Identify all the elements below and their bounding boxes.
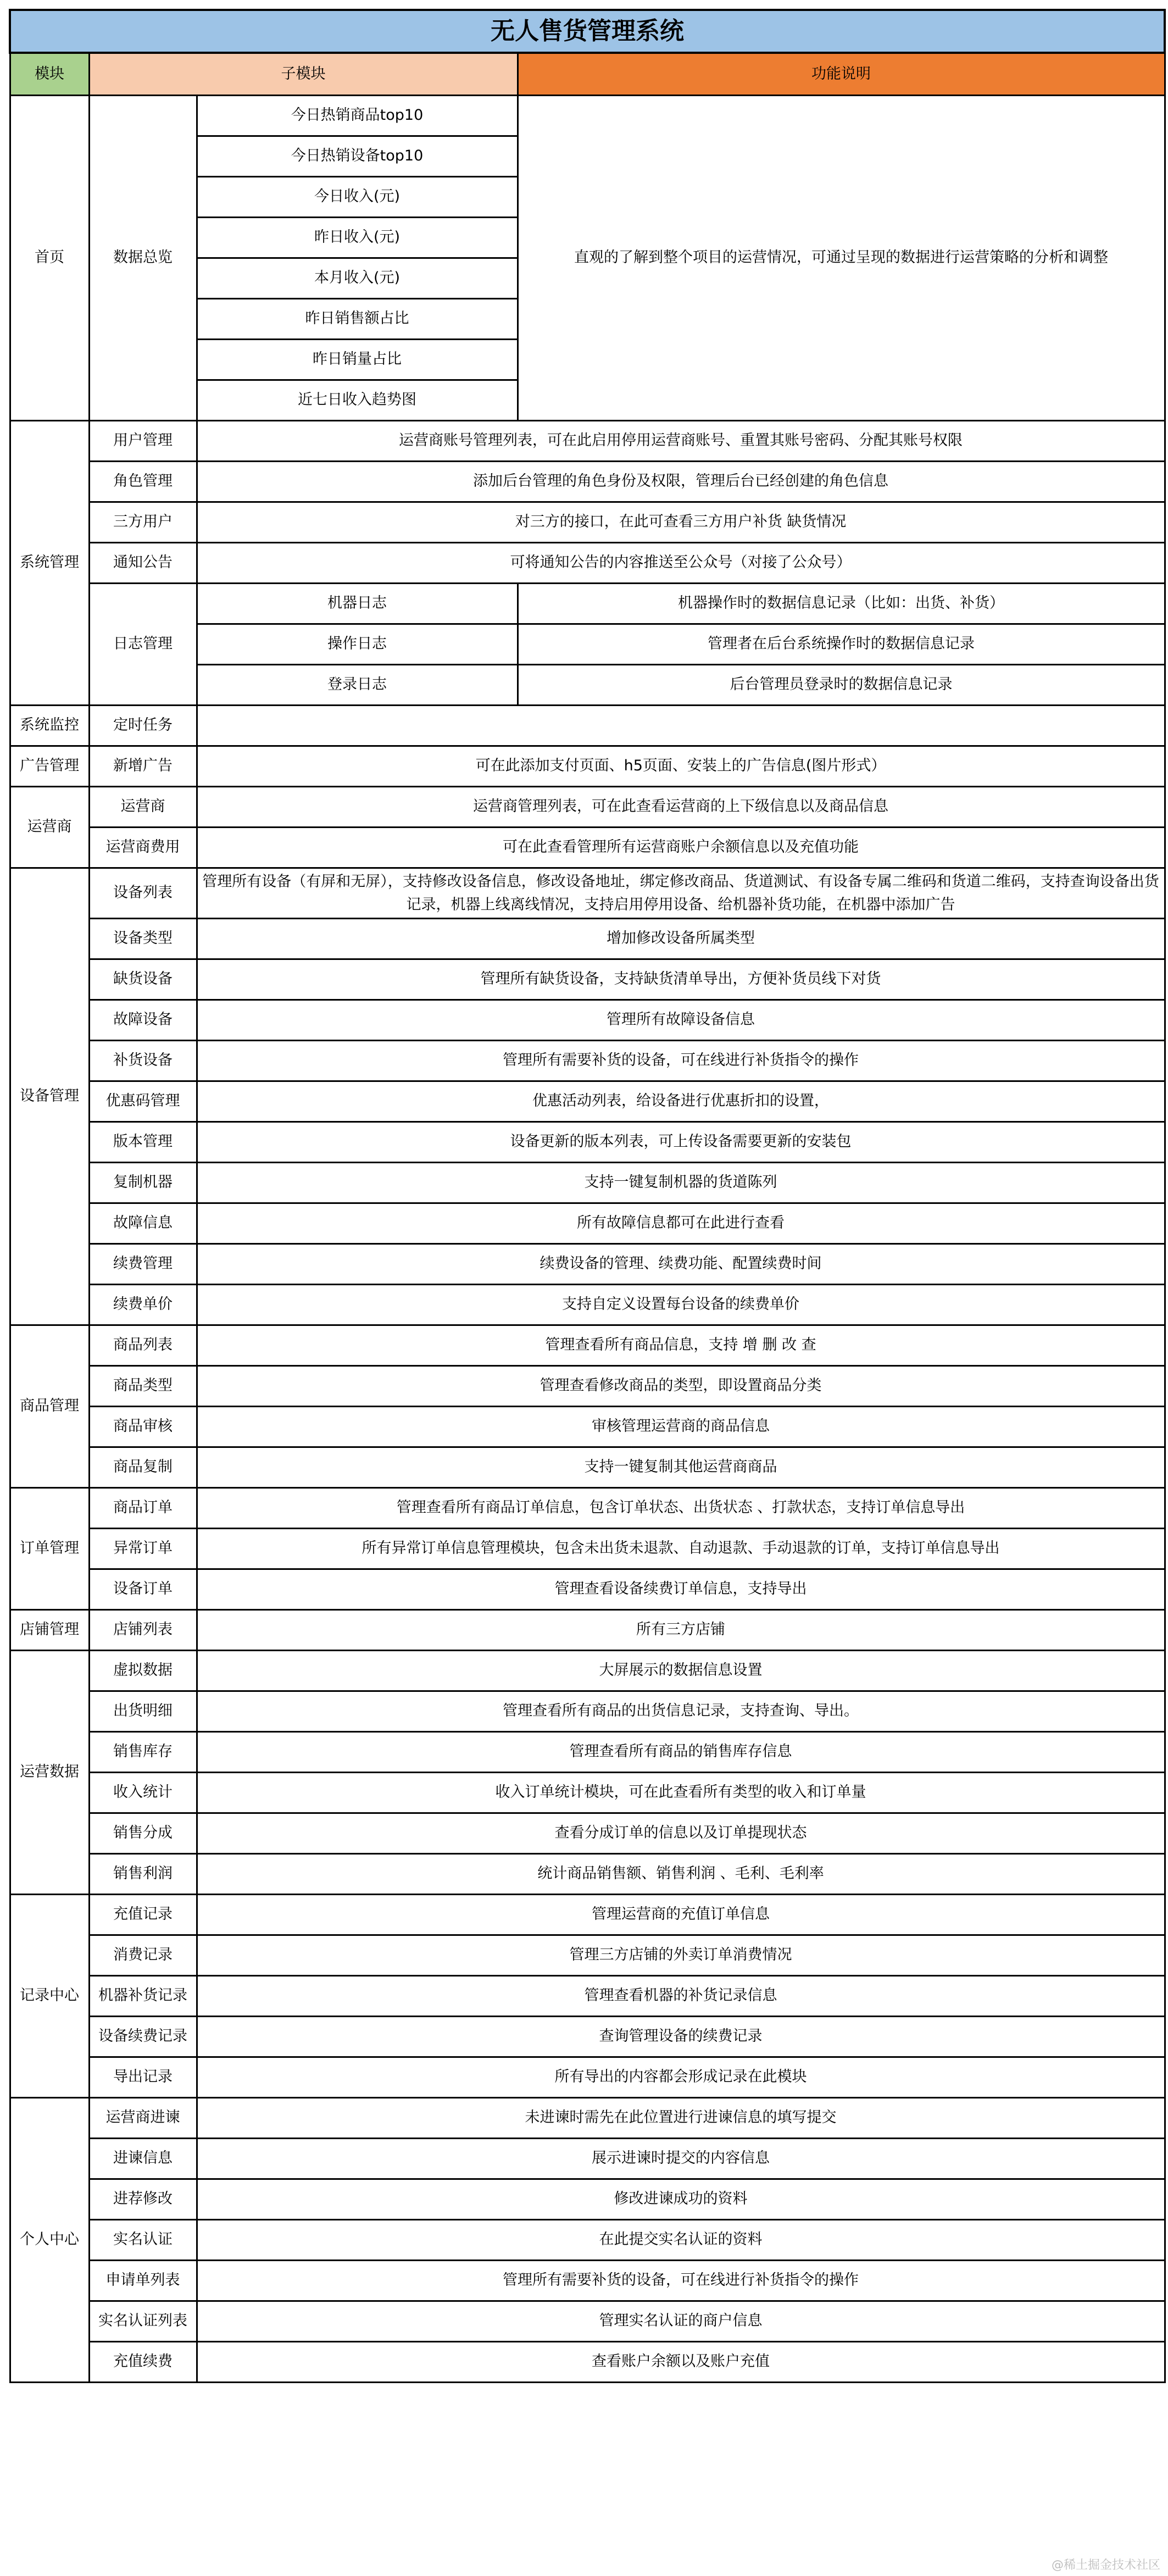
table-row <box>10 1285 1165 1325</box>
description-cell: 管理查看所有商品订单信息，包含订单状态、出货状态 、打款状态，支持订单信息导出 <box>197 1488 1165 1529</box>
submodule-cell: 销售利润 <box>89 1854 197 1895</box>
table-row <box>10 2220 1165 2261</box>
module-opdata: 运营数据 <box>10 1651 89 1895</box>
description-cell: 管理实名认证的商户信息 <box>197 2301 1165 2342</box>
table-row <box>10 2261 1165 2301</box>
header-row <box>10 53 1165 96</box>
table-row <box>10 1854 1165 1895</box>
description-cell: 管理所有设备（有屏和无屏），支持修改设备信息，修改设备地址，绑定修改商品、货道测试、有设备专属二维码和货道二维码，支持查询设备出货记录，机器上线离线情况，支持启用停用设备、给机器补货功能，在机器中添加广告 <box>197 868 1165 919</box>
item-cell: 今日热销商品top10 <box>197 96 518 136</box>
submodule-cell: 商品订单 <box>89 1488 197 1529</box>
module-shop: 店铺管理 <box>10 1610 89 1651</box>
item-cell: 近七日收入趋势图 <box>197 380 518 421</box>
table-row <box>10 1488 1165 1529</box>
table-row <box>10 584 1165 624</box>
submodule-cell: 申请单列表 <box>89 2261 197 2301</box>
table-row <box>10 1732 1165 1773</box>
header-module: 模块 <box>10 53 89 96</box>
watermark: @稀土掘金技术社区 <box>1051 2558 1160 2572</box>
table-row <box>10 1569 1165 1610</box>
description-cell: 所有三方店铺 <box>197 1610 1165 1651</box>
description-cell: 管理查看修改商品的类型，即设置商品分类 <box>197 1366 1165 1407</box>
submodule-cell: 运营商费用 <box>89 828 197 868</box>
table-row <box>10 421 1165 462</box>
module-personal: 个人中心 <box>10 2098 89 2383</box>
table-row <box>10 1081 1165 1122</box>
page-title: 无人售货管理系统 <box>10 10 1165 53</box>
description-cell: 运营商管理列表，可在此查看运营商的上下级信息以及商品信息 <box>197 787 1165 828</box>
description-cell: 管理查看所有商品的销售库存信息 <box>197 1732 1165 1773</box>
table-row <box>10 1813 1165 1854</box>
table-row <box>10 2342 1165 2383</box>
table-row <box>10 1122 1165 1163</box>
description-cell: 查询管理设备的续费记录 <box>197 2017 1165 2057</box>
submodule-cell: 通知公告 <box>89 543 197 584</box>
table-row <box>10 1691 1165 1732</box>
submodule-cell: 商品审核 <box>89 1407 197 1447</box>
item-cell: 本月收入(元) <box>197 258 518 299</box>
description-cell: 管理查看所有商品的出货信息记录，支持查询、导出。 <box>197 1691 1165 1732</box>
description-cell: 运营商账号管理列表，可在此启用停用运营商账号、重置其账号密码、分配其账号权限 <box>197 421 1165 462</box>
table-row <box>10 746 1165 787</box>
submodule-log-management: 日志管理 <box>89 584 197 706</box>
table-row <box>10 2139 1165 2179</box>
module-device: 设备管理 <box>10 868 89 1325</box>
table-row <box>10 1407 1165 1447</box>
description-cell: 管理所有需要补货的设备，可在线进行补货指令的操作 <box>197 2261 1165 2301</box>
table-row <box>10 1041 1165 1081</box>
submodule-cell: 新增广告 <box>89 746 197 787</box>
table-row <box>10 706 1165 746</box>
description-cell: 管理查看机器的补货记录信息 <box>197 1976 1165 2017</box>
description-cell: 可在此查看管理所有运营商账户余额信息以及充值功能 <box>197 828 1165 868</box>
submodule-cell: 续费管理 <box>89 1244 197 1285</box>
submodule-cell: 商品列表 <box>89 1325 197 1366</box>
table-row <box>10 2017 1165 2057</box>
description-cell: 添加后台管理的角色身份及权限，管理后台已经创建的角色信息 <box>197 462 1165 502</box>
submodule-cell: 设备续费记录 <box>89 2017 197 2057</box>
item-cell: 昨日销售额占比 <box>197 299 518 340</box>
table-row <box>10 1000 1165 1041</box>
table-row <box>10 2301 1165 2342</box>
submodule-cell: 商品类型 <box>89 1366 197 1407</box>
table-row <box>10 2057 1165 2098</box>
feature-table-sheet <box>9 9 1164 2383</box>
submodule-cell: 故障设备 <box>89 1000 197 1041</box>
description-cell: 管理运营商的充值订单信息 <box>197 1895 1165 1935</box>
description-cell: 后台管理员登录时的数据信息记录 <box>518 665 1165 706</box>
header-submodule: 子模块 <box>89 53 518 96</box>
description-cell: 支持一键复制其他运营商商品 <box>197 1447 1165 1488</box>
submodule-cell: 实名认证 <box>89 2220 197 2261</box>
module-orders: 订单管理 <box>10 1488 89 1610</box>
log-item-name: 操作日志 <box>197 624 518 665</box>
item-cell: 昨日收入(元) <box>197 218 518 258</box>
description-cell: 所有故障信息都可在此进行查看 <box>197 1203 1165 1244</box>
table-row <box>10 1447 1165 1488</box>
submodule-cell: 运营商进谏 <box>89 2098 197 2139</box>
table-row <box>10 2179 1165 2220</box>
feature-table <box>9 9 1166 2383</box>
description-cell: 可在此添加支付页面、h5页面、安装上的广告信息(图片形式） <box>197 746 1165 787</box>
description-cell: 对三方的接口，在此可查看三方用户补货 缺货情况 <box>197 502 1165 543</box>
log-item-name: 机器日志 <box>197 584 518 624</box>
description-cell: 所有导出的内容都会形成记录在此模块 <box>197 2057 1165 2098</box>
table-row <box>10 1773 1165 1813</box>
submodule-cell: 消费记录 <box>89 1935 197 1976</box>
description-cell: 管理查看设备续费订单信息，支持导出 <box>197 1569 1165 1610</box>
description-cell: 查看账户余额以及账户充值 <box>197 2342 1165 2383</box>
description-cell: 增加修改设备所属类型 <box>197 919 1165 959</box>
table-row <box>10 1163 1165 1203</box>
table-row <box>10 1366 1165 1407</box>
item-cell: 今日热销设备top10 <box>197 136 518 177</box>
submodule-cell: 销售库存 <box>89 1732 197 1773</box>
description-cell: 展示进谏时提交的内容信息 <box>197 2139 1165 2179</box>
description-cell: 在此提交实名认证的资料 <box>197 2220 1165 2261</box>
description-cell: 续费设备的管理、续费功能、配置续费时间 <box>197 1244 1165 1285</box>
description-cell: 优惠活动列表，给设备进行优惠折扣的设置， <box>197 1081 1165 1122</box>
description-cell: 管理者在后台系统操作时的数据信息记录 <box>518 624 1165 665</box>
submodule-cell: 定时任务 <box>89 706 197 746</box>
submodule-cell: 用户管理 <box>89 421 197 462</box>
module-home: 首页 <box>10 96 89 421</box>
submodule-cell: 导出记录 <box>89 2057 197 2098</box>
item-cell: 今日收入(元) <box>197 177 518 218</box>
submodule-cell: 销售分成 <box>89 1813 197 1854</box>
description-cell: 机器操作时的数据信息记录（比如：出货、补货） <box>518 584 1165 624</box>
submodule-cell: 出货明细 <box>89 1691 197 1732</box>
log-item-name: 登录日志 <box>197 665 518 706</box>
submodule-cell: 进谏信息 <box>89 2139 197 2179</box>
description-cell: 支持自定义设置每台设备的续费单价 <box>197 1285 1165 1325</box>
item-cell: 昨日销量占比 <box>197 340 518 380</box>
description-cell: 支持一键复制机器的货道陈列 <box>197 1163 1165 1203</box>
module-goods: 商品管理 <box>10 1325 89 1488</box>
submodule-cell: 实名认证列表 <box>89 2301 197 2342</box>
description-cell: 修改进谏成功的资料 <box>197 2179 1165 2220</box>
table-row <box>10 1529 1165 1569</box>
module-records: 记录中心 <box>10 1895 89 2098</box>
submodule-cell: 异常订单 <box>89 1529 197 1569</box>
module-system: 系统管理 <box>10 421 89 706</box>
description-cell: 管理所有需要补货的设备，可在线进行补货指令的操作 <box>197 1041 1165 1081</box>
submodule-cell: 机器补货记录 <box>89 1976 197 2017</box>
table-row <box>10 2098 1165 2139</box>
table-row <box>10 543 1165 584</box>
description-cell: 管理查看所有商品信息，支持 增 删 改 查 <box>197 1325 1165 1366</box>
module-operator: 运营商 <box>10 787 89 868</box>
submodule-cell: 缺货设备 <box>89 959 197 1000</box>
submodule-cell: 复制机器 <box>89 1163 197 1203</box>
description-cell: 可将通知公告的内容推送至公众号（对接了公众号） <box>197 543 1165 584</box>
table-row <box>10 1203 1165 1244</box>
table-row <box>10 1244 1165 1285</box>
table-row <box>10 96 1165 136</box>
submodule-cell: 商品复制 <box>89 1447 197 1488</box>
submodule-cell: 版本管理 <box>89 1122 197 1163</box>
table-row <box>10 868 1165 919</box>
description-cell: 管理三方店铺的外卖订单消费情况 <box>197 1935 1165 1976</box>
table-row <box>10 1976 1165 2017</box>
table-row <box>10 787 1165 828</box>
submodule-cell: 设备列表 <box>89 868 197 919</box>
description-cell: 收入订单统计模块，可在此查看所有类型的收入和订单量 <box>197 1773 1165 1813</box>
submodule-cell: 续费单价 <box>89 1285 197 1325</box>
title-row <box>10 10 1165 53</box>
description-cell: 直观的了解到整个项目的运营情况，可通过呈现的数据进行运营策略的分析和调整 <box>518 96 1165 421</box>
table-row <box>10 959 1165 1000</box>
table-row <box>10 1895 1165 1935</box>
table-row <box>10 828 1165 868</box>
submodule-cell: 故障信息 <box>89 1203 197 1244</box>
submodule-cell: 三方用户 <box>89 502 197 543</box>
submodule-cell: 店铺列表 <box>89 1610 197 1651</box>
submodule-cell: 设备订单 <box>89 1569 197 1610</box>
module-ads: 广告管理 <box>10 746 89 787</box>
table-row <box>10 1610 1165 1651</box>
submodule-cell: 充值记录 <box>89 1895 197 1935</box>
description-cell: 管理所有故障设备信息 <box>197 1000 1165 1041</box>
table-row <box>10 462 1165 502</box>
submodule-cell: 虚拟数据 <box>89 1651 197 1691</box>
table-row <box>10 1325 1165 1366</box>
table-row <box>10 1651 1165 1691</box>
module-monitor: 系统监控 <box>10 706 89 746</box>
table-row <box>10 1935 1165 1976</box>
header-description: 功能说明 <box>518 53 1165 96</box>
description-cell: 设备更新的版本列表，可上传设备需要更新的安装包 <box>197 1122 1165 1163</box>
description-cell: 审核管理运营商的商品信息 <box>197 1407 1165 1447</box>
description-cell: 统计商品销售额、销售利润 、毛利、毛利率 <box>197 1854 1165 1895</box>
submodule-cell: 补货设备 <box>89 1041 197 1081</box>
description-cell: 所有异常订单信息管理模块，包含未出货未退款、自动退款、手动退款的订单，支持订单信息导出 <box>197 1529 1165 1569</box>
submodule-cell: 进荐修改 <box>89 2179 197 2220</box>
description-cell: 查看分成订单的信息以及订单提现状态 <box>197 1813 1165 1854</box>
submodule-cell: 优惠码管理 <box>89 1081 197 1122</box>
submodule-cell: 运营商 <box>89 787 197 828</box>
submodule-cell: 收入统计 <box>89 1773 197 1813</box>
description-cell <box>197 706 1165 746</box>
description-cell: 管理所有缺货设备，支持缺货清单导出，方便补货员线下对货 <box>197 959 1165 1000</box>
submodule-cell: 角色管理 <box>89 462 197 502</box>
description-cell: 未进谏时需先在此位置进行进谏信息的填写提交 <box>197 2098 1165 2139</box>
submodule-cell: 充值续费 <box>89 2342 197 2383</box>
submodule-cell: 设备类型 <box>89 919 197 959</box>
description-cell: 大屏展示的数据信息设置 <box>197 1651 1165 1691</box>
submodule-data-overview: 数据总览 <box>89 96 197 421</box>
table-row <box>10 919 1165 959</box>
table-row <box>10 502 1165 543</box>
